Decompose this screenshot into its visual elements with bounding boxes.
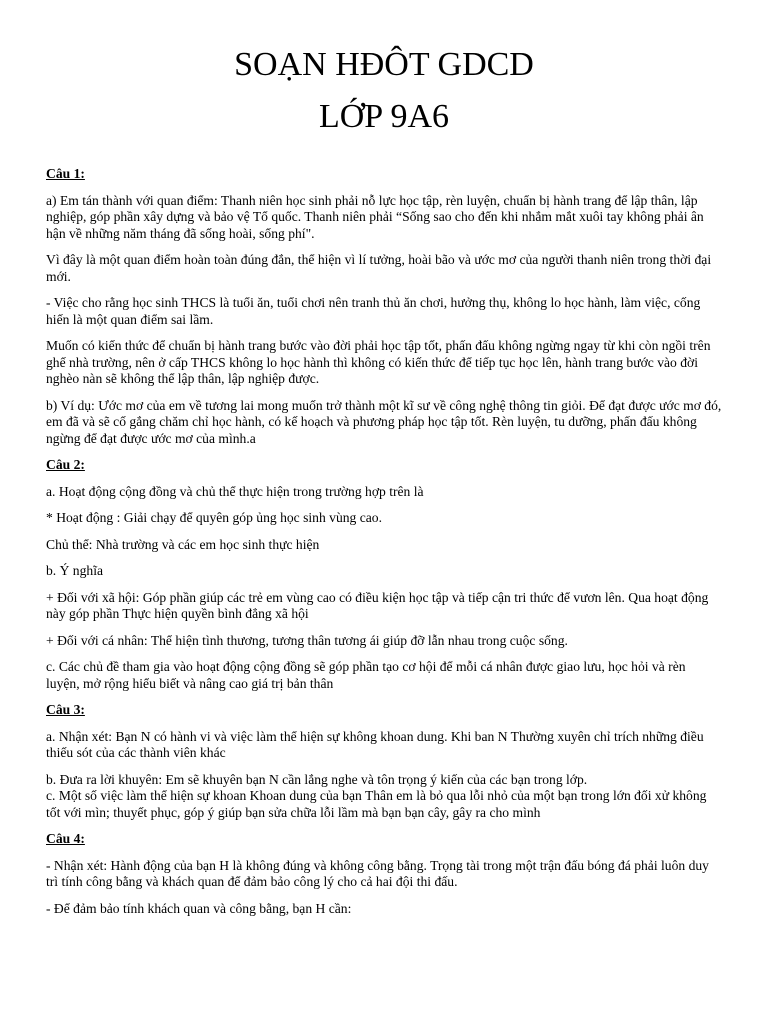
- paragraph: Chủ thể: Nhà trường và các em học sinh thực hiện: [46, 536, 320, 552]
- paragraph: + Đối với cá nhân: Thể hiện tình thương, tương thân tương ái giúp đỡ lẫn nhau trong cuộc sống.: [46, 632, 568, 648]
- paragraph: b) Ví dụ: Ước mơ của em về tương lai mong muốn trở thành một kĩ sư về công nghệ thông tin giỏi. Để đạt được ước mơ đó, em đã và sẽ cố gắng chăm chỉ học hành, có kế hoạch và phương pháp học tập tốt. Rèn luyện, tu dưỡng, phấn đấu không ngừng để đạt được ước mơ của mình.a: [46, 397, 722, 446]
- paragraph: - Để đảm bảo tính khách quan và công bằng, bạn H cần:: [46, 900, 352, 916]
- paragraph: a. Nhận xét: Bạn N có hành vi và việc làm thể hiện sự không khoan dung. Khi ban N Thường xuyên chỉ trích những điều thiếu sót của các thành viên khác: [46, 728, 704, 760]
- paragraph: b. Ý nghĩa: [46, 563, 104, 578]
- paragraph: a) Em tán thành với quan điểm: Thanh niên học sinh phải nỗ lực học tập, rèn luyện, chuẩn bị hành trang để lập thân, lập nghiệp, góp phần xây dựng và bảo vệ Tổ quốc. Thanh niên phải “Sống sao cho đến khi nhắm mắt xuôi tay không phải ân hận về những năm tháng đã sống hoài, sống phí".: [46, 192, 704, 241]
- question-heading-3: Câu 3:: [46, 702, 85, 717]
- document-subtitle: LỚP 9A6: [318, 98, 450, 135]
- paragraph: a. Hoạt động cộng đồng và chủ thể thực hiện trong trường hợp trên là: [46, 483, 424, 499]
- paragraph: c. Một số việc làm thể hiện sự khoan Khoan dung của bạn Thân em là bỏ qua lỗi nhỏ của một bạn trong lớn đối xử không tốt với mìn; thuyết phục, góp ý giúp bạn sửa chữa lỗi lầm mà bạn bạn cây, gây ra cho mình: [46, 788, 707, 820]
- paragraph: - Việc cho rằng học sinh THCS là tuổi ăn, tuổi chơi nên tranh thủ ăn chơi, hưởng thụ, không lo học hành, làm việc, cống hiến là một quan điểm sai lầm.: [46, 295, 701, 327]
- paragraph: + Đối với xã hội: Góp phần giúp các trẻ em vùng cao có điều kiện học tập và tiếp cận tri thức để vươn lên. Qua hoạt động này góp phần Thực hiện quyền bình đẳng xã hội: [46, 589, 709, 621]
- question-heading-2: Câu 2:: [46, 457, 85, 472]
- document-body: [46, 166, 722, 917]
- paragraph: * Hoạt động : Giải chạy để quyên góp ủng học sinh vùng cao.: [46, 510, 383, 525]
- paragraph: Muốn có kiến thức để chuẩn bị hành trang bước vào đời phải học tập tốt, phấn đấu không ngừng ngay từ khi còn ngồi trên ghế nhà trường, nên ở cấp THCS không lo học hành thì không có kiến thức để tiếp tục học lên, hành trang bước vào đời nghèo nàn sẽ không thể lập thân, lập nghiệp được.: [46, 338, 711, 386]
- paragraph: Vì đây là một quan điểm hoàn toàn đúng đắn, thể hiện vì lí tưởng, hoài bão và ước mơ của người thanh niên trong thời đại mới.: [46, 252, 712, 284]
- question-heading-4: Câu 4:: [46, 831, 85, 846]
- paragraph: - Nhận xét: Hành động của bạn H là không đúng và không công bằng. Trọng tài trong một trận đấu bóng đá phải luôn duy trì tính công bằng và khách quan để đảm bảo công lý cho cả hai đội thi đấu.: [46, 857, 709, 889]
- paragraph: b. Đưa ra lời khuyên: Em sẽ khuyên bạn N cần lắng nghe và tôn trọng ý kiến của các bạn trong lớp.: [46, 771, 588, 787]
- paragraph: c. Các chủ đề tham gia vào hoạt động cộng đồng sẽ góp phần tạo cơ hội để mỗi cá nhân được giao lưu, học hỏi và rèn luyện, mở rộng hiểu biết và nâng cao giá trị bản thân: [46, 659, 686, 691]
- document-title: SOẠN HĐÔT GDCD: [234, 46, 534, 83]
- question-heading-1: Câu 1:: [46, 166, 85, 181]
